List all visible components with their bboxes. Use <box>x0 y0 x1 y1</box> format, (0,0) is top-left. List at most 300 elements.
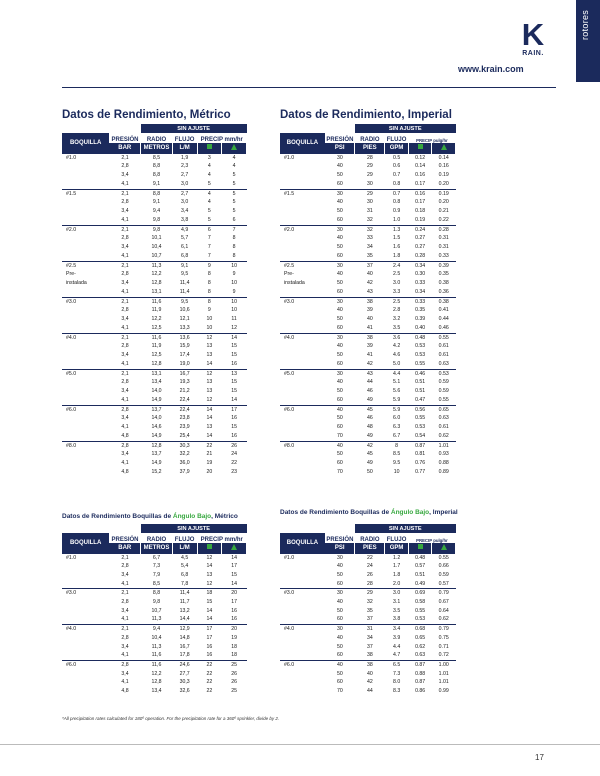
table-row <box>62 243 247 252</box>
table-cell: 37,9 <box>179 468 190 475</box>
nozzle-label: #4.0 <box>280 333 325 342</box>
table-cell: 30,3 <box>172 441 197 450</box>
table-cell: 0.19 <box>438 172 449 179</box>
table-cell: 40 <box>337 235 343 242</box>
table-row <box>280 423 456 432</box>
nozzle-label <box>62 243 109 252</box>
presion-header: PRESIÓN <box>111 137 139 143</box>
table-row <box>62 234 247 243</box>
table-cell: 22,4 <box>179 396 190 403</box>
table-cell: 25,4 <box>179 432 190 439</box>
table-cell: 4,1 <box>121 616 129 623</box>
table-cell: 50 <box>337 571 343 578</box>
table-cell: 4,1 <box>121 216 129 223</box>
table-row <box>62 687 247 696</box>
table-cell: 4 <box>207 199 211 206</box>
nozzle-label <box>280 360 325 369</box>
table-cell: 16 <box>206 652 213 659</box>
table-cell: 10 <box>222 261 247 270</box>
flow-unit: GPM <box>385 543 409 553</box>
table-cell: 35 <box>366 607 373 614</box>
table-cell: 50 <box>337 352 343 359</box>
table-cell: 11,6 <box>141 660 173 669</box>
table-cell: 14 <box>222 553 247 562</box>
table-cell: 0.36 <box>438 288 449 295</box>
table-cell: 13,4 <box>151 379 162 386</box>
table-cell: 4,1 <box>121 360 129 367</box>
table-cell: 0.21 <box>438 208 449 215</box>
table-cell: 40 <box>337 271 343 278</box>
table-row <box>62 207 247 216</box>
table-cell: 12,8 <box>151 679 162 686</box>
table-cell: 5,4 <box>181 563 189 570</box>
table-cell: 25 <box>222 660 247 669</box>
table-cell: 16 <box>231 607 238 614</box>
table-cell: 0.55 <box>415 607 426 614</box>
table-cell: 0.49 <box>415 580 426 587</box>
table-row <box>280 216 456 225</box>
table-cell: 3.4 <box>385 625 409 634</box>
table-cell: 0.16 <box>408 189 432 198</box>
table-cell: 42 <box>366 280 373 287</box>
table-cell: 22 <box>206 679 213 686</box>
table-cell: 26 <box>231 670 238 677</box>
table-cell: 50 <box>337 607 343 614</box>
table-cell: 0.63 <box>438 415 449 422</box>
nozzle-label: instalada <box>66 280 87 287</box>
table-cell: 9 <box>197 261 222 270</box>
nozzle-label <box>62 670 109 679</box>
nozzle-label <box>280 288 325 297</box>
table-cell: 4,1 <box>121 652 129 659</box>
table-cell: 6,7 <box>141 553 173 562</box>
table-row <box>280 441 456 450</box>
table-cell: 13 <box>206 388 213 395</box>
table-cell: 3.6 <box>385 333 409 342</box>
table-cell: 2,8 <box>121 634 129 641</box>
table-cell: 2,8 <box>121 235 129 242</box>
table-cell: 0.54 <box>415 432 426 439</box>
table-cell: 10 <box>231 307 238 314</box>
table-cell: 40 <box>325 441 355 450</box>
table-row <box>280 634 456 643</box>
nozzle-label: #4.0 <box>62 625 109 634</box>
nozzle-label <box>62 378 109 387</box>
table-cell: 3,8 <box>181 216 189 223</box>
table-row <box>62 387 247 396</box>
table-cell: 13 <box>222 369 247 378</box>
table-cell: 16 <box>231 360 238 367</box>
table-cell: 5 <box>222 189 247 198</box>
table-cell: 5 <box>232 199 236 206</box>
table-cell: 44 <box>366 379 373 386</box>
table-cell: 14,4 <box>179 616 190 623</box>
table-cell: 10 <box>222 297 247 306</box>
table-row <box>280 643 456 652</box>
table-cell: 4.6 <box>393 352 401 359</box>
table-cell: 0.39 <box>415 316 426 323</box>
logo-word: RAIN. <box>522 50 544 57</box>
table-cell: 19,3 <box>179 379 190 386</box>
table-cell: 1.3 <box>385 225 409 234</box>
table-cell: 40 <box>366 670 373 677</box>
table-cell: 0.47 <box>415 396 426 403</box>
table-cell: 2,1 <box>109 261 141 270</box>
table-cell: 9,8 <box>152 216 161 223</box>
table-cell: 30 <box>325 553 355 562</box>
table-row <box>280 562 456 571</box>
nozzle-label <box>280 378 325 387</box>
footer-rule <box>0 744 600 745</box>
nozzle-label <box>280 687 325 696</box>
table-row <box>280 589 456 598</box>
table-cell: 60 <box>337 288 343 295</box>
table-cell: 18 <box>197 589 222 598</box>
table-cell: 50 <box>337 451 343 458</box>
table-row <box>280 351 456 360</box>
nozzle-label <box>62 342 109 351</box>
table-cell: 5 <box>207 180 211 187</box>
table-cell: 0.33 <box>408 297 432 306</box>
low-imperial-table <box>280 524 456 696</box>
table-cell: 2,1 <box>109 225 141 234</box>
table-row <box>62 459 247 468</box>
table-cell: 11,3 <box>151 616 162 623</box>
table-cell: 15 <box>206 599 213 606</box>
table-cell: 4.2 <box>393 343 401 350</box>
table-cell: 1.2 <box>385 553 409 562</box>
table-cell: 50 <box>337 643 343 650</box>
table-cell: 0.30 <box>415 271 426 278</box>
nozzle-label <box>62 360 109 369</box>
boquilla-header: BOQUILLA <box>62 533 109 553</box>
table-cell: 0.41 <box>438 307 449 314</box>
table-cell: 6,1 <box>181 244 189 251</box>
table-cell: 12 <box>206 580 213 587</box>
table-cell: 0.7 <box>393 172 401 179</box>
table-cell: 9,1 <box>152 180 161 187</box>
table-cell: 0.18 <box>415 208 426 215</box>
table-cell: 45 <box>366 451 373 458</box>
table-cell: 3,4 <box>121 352 129 359</box>
table-cell: 0.55 <box>432 553 456 562</box>
table-row <box>280 625 456 634</box>
precip-header: PRECIP mm/hr <box>200 137 243 143</box>
table-cell: 0.79 <box>432 589 456 598</box>
nozzle-label <box>62 432 109 441</box>
table-cell: 0.66 <box>438 563 449 570</box>
table-row <box>62 360 247 369</box>
table-cell: 8,8 <box>141 589 173 598</box>
table-cell: 0.33 <box>415 280 426 287</box>
table-cell: 13,3 <box>179 324 190 331</box>
table-cell: 4,1 <box>121 180 129 187</box>
table-cell: 0.6 <box>393 163 401 170</box>
nozzle-label <box>62 423 109 432</box>
square-spacing-icon <box>197 143 222 153</box>
table-cell: 2,7 <box>172 189 197 198</box>
table-row <box>280 207 456 216</box>
table-cell: 42 <box>355 441 385 450</box>
table-cell: 50 <box>337 388 343 395</box>
table-cell: 0.53 <box>415 352 426 359</box>
radio-header: RADIO <box>146 537 167 543</box>
table-cell: 5 <box>207 216 211 223</box>
table-cell: 14 <box>206 563 213 570</box>
nozzle-label <box>62 634 109 643</box>
nozzle-label <box>280 342 325 351</box>
table-row <box>62 634 247 643</box>
table-cell: 24,6 <box>172 660 197 669</box>
nozzle-label: #8.0 <box>62 441 109 450</box>
table-cell: 3,4 <box>121 415 129 422</box>
table-cell: 0.59 <box>438 388 449 395</box>
table-cell: 29 <box>366 163 373 170</box>
nozzle-label <box>62 324 109 333</box>
table-cell: 24 <box>366 563 373 570</box>
table-cell: 30 <box>325 153 355 162</box>
table-cell: 4,8 <box>121 688 129 695</box>
table-cell: 35 <box>366 252 373 259</box>
nozzle-label <box>62 198 109 207</box>
table-cell: 1.8 <box>393 252 401 259</box>
table-cell: 16,7 <box>179 643 190 650</box>
nozzle-label <box>62 180 109 189</box>
table-row <box>280 468 456 477</box>
table-cell: 13 <box>206 571 213 578</box>
table-cell: 23,9 <box>179 424 190 431</box>
table-row <box>280 324 456 333</box>
table-cell: 0.68 <box>408 625 432 634</box>
sin-ajuste-header: SIN AJUSTE <box>355 524 456 533</box>
table-cell: 0.72 <box>438 652 449 659</box>
table-cell: 0.55 <box>415 415 426 422</box>
boquilla-header: BOQUILLA <box>280 533 325 553</box>
table-cell: 0.53 <box>415 343 426 350</box>
table-cell: 40 <box>337 599 343 606</box>
table-row <box>280 396 456 405</box>
boquilla-header: BOQUILLA <box>280 133 325 153</box>
table-cell: 0.57 <box>438 580 449 587</box>
table-cell: 8,5 <box>141 153 173 162</box>
table-cell: 0.31 <box>438 235 449 242</box>
table-cell: 0.14 <box>432 153 456 162</box>
nozzle-label: instalada <box>284 280 305 287</box>
nozzle-label: #3.0 <box>62 589 109 598</box>
table-cell: 4,1 <box>121 580 129 587</box>
nozzle-label <box>62 351 109 360</box>
table-cell: 0.9 <box>393 208 401 215</box>
table-cell: 4,1 <box>121 324 129 331</box>
table-cell: 14,9 <box>151 396 162 403</box>
table-row <box>62 153 247 162</box>
table-cell: 3,4 <box>121 607 129 614</box>
nozzle-label <box>280 634 325 643</box>
table-cell: 16 <box>231 616 238 623</box>
table-cell: 2.0 <box>393 580 401 587</box>
table-cell: 11,7 <box>179 599 190 606</box>
table-cell: 7,9 <box>152 571 161 578</box>
table-cell: 14,0 <box>151 415 162 422</box>
table-cell: 19,0 <box>179 360 190 367</box>
table-cell: 9,5 <box>172 297 197 306</box>
imperial-table <box>280 124 456 477</box>
table-cell: 0.65 <box>415 634 426 641</box>
table-cell: 2,1 <box>109 369 141 378</box>
table-cell: 2,8 <box>121 379 129 386</box>
table-cell: 40 <box>366 316 373 323</box>
table-cell: 1.7 <box>393 563 401 570</box>
table-cell: 50 <box>337 670 343 677</box>
nozzle-label: #1.0 <box>280 553 325 562</box>
table-cell: 9 <box>207 307 211 314</box>
table-cell: 13,1 <box>141 369 173 378</box>
table-cell: 39 <box>366 307 373 314</box>
table-cell: 9,5 <box>181 271 189 278</box>
table-cell: 50 <box>337 208 343 215</box>
table-cell: 3.5 <box>393 607 401 614</box>
table-cell: 26 <box>231 679 238 686</box>
table-cell: 48 <box>366 424 373 431</box>
triangle-spacing-icon <box>222 543 247 553</box>
table-cell: 30 <box>325 261 355 270</box>
table-cell: 11,4 <box>179 288 190 295</box>
table-cell: 10,4 <box>151 244 162 251</box>
table-cell: 26 <box>222 441 247 450</box>
nozzle-label <box>280 234 325 243</box>
table-cell: 22 <box>197 441 222 450</box>
table-cell: 12,2 <box>151 271 162 278</box>
table-cell: 9,8 <box>141 225 173 234</box>
table-cell: 49 <box>366 460 373 467</box>
table-cell: 12 <box>206 396 213 403</box>
table-cell: 0.20 <box>438 180 449 187</box>
nozzle-label <box>62 580 109 589</box>
table-cell: 29 <box>355 189 385 198</box>
table-cell: 17 <box>222 405 247 414</box>
table-cell: 17,4 <box>179 352 190 359</box>
table-row <box>62 580 247 589</box>
table-row <box>62 252 247 261</box>
table-cell: 60 <box>337 652 343 659</box>
nozzle-label <box>280 450 325 459</box>
table-row <box>280 369 456 378</box>
table-cell: 6 <box>232 216 236 223</box>
table-cell: 3 <box>197 153 222 162</box>
table-cell: 12,5 <box>151 324 162 331</box>
table-cell: 0.12 <box>408 153 432 162</box>
table-row <box>280 378 456 387</box>
table-cell: 0.53 <box>432 369 456 378</box>
table-row <box>62 396 247 405</box>
table-row <box>280 297 456 306</box>
table-cell: 8 <box>232 252 236 259</box>
table-cell: 2,1 <box>109 625 141 634</box>
table-cell: 16 <box>206 643 213 650</box>
nozzle-label <box>62 288 109 297</box>
table-cell: 9,4 <box>152 208 161 215</box>
table-cell: 13 <box>206 343 213 350</box>
table-cell: 23,8 <box>179 415 190 422</box>
table-cell: 22 <box>206 670 213 677</box>
page-number: 17 <box>535 753 544 762</box>
table-cell: 0.7 <box>385 189 409 198</box>
table-row <box>280 360 456 369</box>
nozzle-label: #1.0 <box>62 153 109 162</box>
table-row <box>62 405 247 414</box>
pressure-unit: PSI <box>325 143 355 153</box>
table-cell: 0.71 <box>438 643 449 650</box>
nozzle-label: #6.0 <box>62 405 109 414</box>
nozzle-label <box>62 171 109 180</box>
table-row <box>62 643 247 652</box>
table-cell: 50 <box>337 244 343 251</box>
metric-title: Datos de Rendimiento, Métrico <box>62 109 231 121</box>
nozzle-label <box>280 387 325 396</box>
table-cell: 8 <box>232 244 236 251</box>
table-cell: 0.51 <box>415 571 426 578</box>
nozzle-label <box>280 598 325 607</box>
triangle-spacing-icon <box>432 543 456 553</box>
table-cell: 10,7 <box>151 252 162 259</box>
nozzle-label <box>62 562 109 571</box>
table-cell: 50 <box>337 172 343 179</box>
table-cell: 70 <box>337 432 343 439</box>
nozzle-label: #4.0 <box>280 625 325 634</box>
table-row <box>280 225 456 234</box>
table-row <box>62 288 247 297</box>
table-cell: 14 <box>197 405 222 414</box>
table-cell: 0.75 <box>438 634 449 641</box>
table-row <box>62 162 247 171</box>
table-cell: 0.62 <box>415 643 426 650</box>
table-cell: 13 <box>206 424 213 431</box>
table-cell: 8,5 <box>152 580 161 587</box>
table-cell: 22,4 <box>172 405 197 414</box>
table-cell: 3,4 <box>181 208 189 215</box>
table-cell: 11,9 <box>151 307 162 314</box>
website-url[interactable]: www.krain.com <box>458 64 524 74</box>
table-cell: 30 <box>325 369 355 378</box>
nozzle-label: #1.5 <box>62 189 109 198</box>
low-metric-title: Datos de Rendimiento Boquillas de Ángulo Bajo, Métrico <box>62 513 238 520</box>
table-cell: 2,8 <box>109 660 141 669</box>
radius-unit: METROS <box>141 143 173 153</box>
table-cell: 14 <box>206 432 213 439</box>
table-cell: 0.34 <box>415 288 426 295</box>
flujo-header: FLUJO <box>174 137 195 143</box>
table-cell: 16 <box>231 432 238 439</box>
table-cell: 2,8 <box>121 199 129 206</box>
table-cell: 30 <box>325 297 355 306</box>
table-row <box>62 468 247 477</box>
table-cell: 6 <box>197 225 222 234</box>
nozzle-label: #5.0 <box>62 369 109 378</box>
table-cell: 34 <box>366 634 373 641</box>
table-cell: 3,4 <box>121 388 129 395</box>
table-cell: 18 <box>231 652 238 659</box>
table-cell: 4,8 <box>121 432 129 439</box>
table-cell: 0.27 <box>415 244 426 251</box>
imperial-title: Datos de Rendimiento, Imperial <box>280 109 452 121</box>
nozzle-label <box>62 687 109 696</box>
radio-header: RADIO <box>360 137 380 143</box>
table-cell: 12,8 <box>151 280 162 287</box>
table-cell: 0.40 <box>415 324 426 331</box>
table-cell: 9 <box>232 288 236 295</box>
table-cell: 5 <box>207 208 211 215</box>
table-cell: 0.88 <box>415 670 426 677</box>
